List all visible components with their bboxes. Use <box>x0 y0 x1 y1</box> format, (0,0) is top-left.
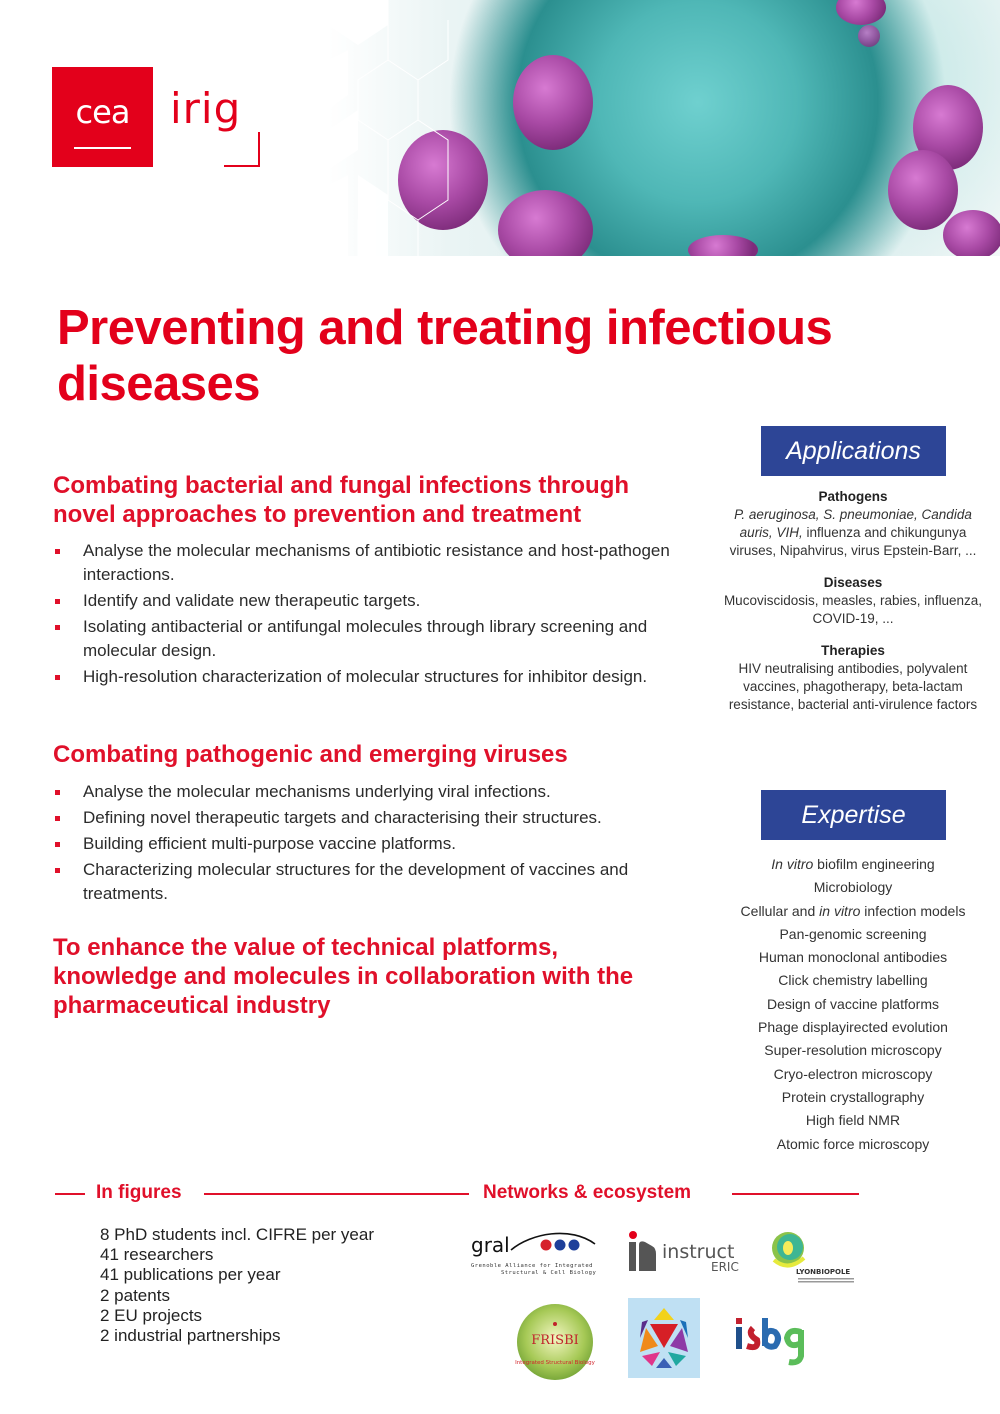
diseases-text: Mucoviscidosis, measles, rabies, influenza, COVID-19, ... <box>723 593 983 626</box>
virus-particle <box>688 235 758 256</box>
list-item: Building efficient multi-purpose vaccine platforms. <box>53 832 693 856</box>
instruct-eric-logo <box>628 1230 743 1275</box>
instruct-logo-mark <box>628 1230 743 1275</box>
therapies-block <box>722 642 984 714</box>
figures-heading: In figures <box>96 1182 182 1203</box>
lyonbiopole-logo-mark <box>768 1230 860 1286</box>
bullet-square-icon <box>55 599 60 604</box>
cea-logo <box>52 67 153 167</box>
svg-text:FRISBI: FRISBI <box>531 1333 579 1348</box>
divider-line <box>732 1193 859 1195</box>
divider-line <box>55 1193 85 1195</box>
figure-item: 41 publications per year <box>100 1265 281 1285</box>
expertise-item: Atomic force microscopy <box>776 1135 930 1152</box>
figures-list <box>100 1225 374 1346</box>
bullet-square-icon <box>55 868 60 873</box>
expertise-item: Microbiology <box>813 879 893 896</box>
expertise-item: Cellular and in vitro infection models <box>740 902 966 919</box>
svg-text:LYONBIOPOLE: LYONBIOPOLE <box>796 1268 851 1276</box>
list-item: Defining novel therapeutic targets and characterising their structures. <box>53 806 693 830</box>
bullet-square-icon <box>55 675 60 680</box>
virus-particle <box>498 190 593 256</box>
cea-logo-text: cea <box>75 93 130 131</box>
pathogens-text: P. aeruginosa, S. pneumoniae, Candida auris, VIH, influenza and chikungunya viruses, Nipahvirus, virus Epstein-Barr, ... <box>729 507 977 558</box>
expertise-item: Super-resolution microscopy <box>764 1042 942 1059</box>
expertise-item: Cryo-electron microscopy <box>773 1065 933 1082</box>
svg-text:ERIC: ERIC <box>711 1260 739 1274</box>
page-title: Preventing and treating infectious diseases <box>57 301 833 411</box>
bullet-list-bacterial <box>53 539 683 691</box>
section-heading-bacterial: Combating bacterial and fungal infections through novel approaches to prevention and treatment <box>53 472 630 528</box>
figure-item: 41 researchers <box>100 1245 214 1265</box>
bullet-square-icon <box>55 625 60 630</box>
expertise-item: In vitro biofilm engineering <box>771 856 935 872</box>
expertise-item: Design of vaccine platforms <box>767 995 939 1012</box>
irig-logo-text: irig <box>170 84 242 133</box>
frisbi-logo <box>515 1302 595 1382</box>
expertise-item: Protein crystallography <box>781 1088 925 1105</box>
figure-item: 2 EU projects <box>100 1305 203 1325</box>
svg-text:Integrated Structural Biology: Integrated Structural Biology <box>515 1360 595 1366</box>
section-heading-collaboration: To enhance the value of technical platforms, knowledge and molecules in collaboration with the pharmaceutical industry <box>53 934 634 1019</box>
expertise-item: Phage displayirected evolution <box>758 1019 948 1036</box>
bullet-square-icon <box>55 790 60 795</box>
hero-virus-image <box>328 0 1000 256</box>
applications-badge: Applications <box>761 426 946 476</box>
figure-item: 2 patents <box>100 1285 170 1305</box>
bullet-square-icon <box>55 816 60 821</box>
therapies-heading: Therapies <box>821 643 885 658</box>
section-heading-viruses: Combating pathogenic and emerging viruses <box>53 741 568 768</box>
virus-particle <box>858 25 880 47</box>
ibs-logo-mark <box>733 1312 813 1370</box>
list-item: High-resolution characterization of molecular structures for inhibitor design. <box>53 665 683 689</box>
list-item: Analyse the molecular mechanisms of antibiotic resistance and host-pathogen interactions. <box>53 539 683 587</box>
ibs-logo <box>733 1312 813 1370</box>
lyonbiopole-logo <box>768 1230 860 1286</box>
virus-particle <box>888 150 958 230</box>
bullet-list-viruses <box>53 780 693 908</box>
diseases-block <box>722 574 984 628</box>
divider-line <box>204 1193 469 1195</box>
virus-particle <box>943 210 1000 256</box>
therapies-text: HIV neutralising antibodies, polyvalent vaccines, phagotherapy, beta-lactam resistance, bacterial anti-virulence factors <box>728 661 978 712</box>
figure-item: 8 PhD students incl. CIFRE per year <box>100 1225 375 1244</box>
figure-item: 2 industrial partnerships <box>100 1326 281 1346</box>
expertise-badge: Expertise <box>761 790 946 840</box>
bullet-square-icon <box>55 549 60 554</box>
virus-particle <box>513 55 593 150</box>
svg-text:gral: gral <box>471 1233 510 1257</box>
expertise-item: High field NMR <box>805 1112 901 1129</box>
expertise-item: Human monoclonal antibodies <box>758 949 948 966</box>
list-item: Isolating antibacterial or antifungal molecules through library screening and molecular design. <box>53 615 683 663</box>
virus-particle <box>836 0 886 25</box>
cea-logo-underline <box>74 147 131 149</box>
pathogens-block <box>722 488 984 560</box>
list-item: Analyse the molecular mechanisms underlying viral infections. <box>53 780 693 804</box>
pathogens-heading: Pathogens <box>818 489 888 504</box>
irig-corner-mark <box>224 132 260 167</box>
svg-text:instruct: instruct <box>662 1241 735 1263</box>
icosahedron-logo-mark <box>628 1298 700 1378</box>
hexagon-pattern-overlay <box>328 0 478 256</box>
bullet-square-icon <box>55 842 60 847</box>
gral-logo: gral Grenoble Alliance for Integrated Structural & Cell Biology <box>471 1228 601 1284</box>
icosahedron-logo <box>628 1298 700 1378</box>
list-item: Identify and validate new therapeutic targets. <box>53 589 683 613</box>
diseases-heading: Diseases <box>823 575 883 590</box>
expertise-item: Pan-genomic screening <box>779 925 927 942</box>
applications-content <box>722 488 984 728</box>
networks-heading: Networks & ecosystem <box>483 1182 692 1203</box>
list-item: Characterizing molecular structures for the development of vaccines and treatments. <box>53 858 693 906</box>
expertise-item: Click chemistry labelling <box>778 972 928 989</box>
frisbi-logo-mark <box>515 1302 595 1382</box>
expertise-list <box>722 853 984 1156</box>
gral-logo-mark <box>471 1228 601 1258</box>
